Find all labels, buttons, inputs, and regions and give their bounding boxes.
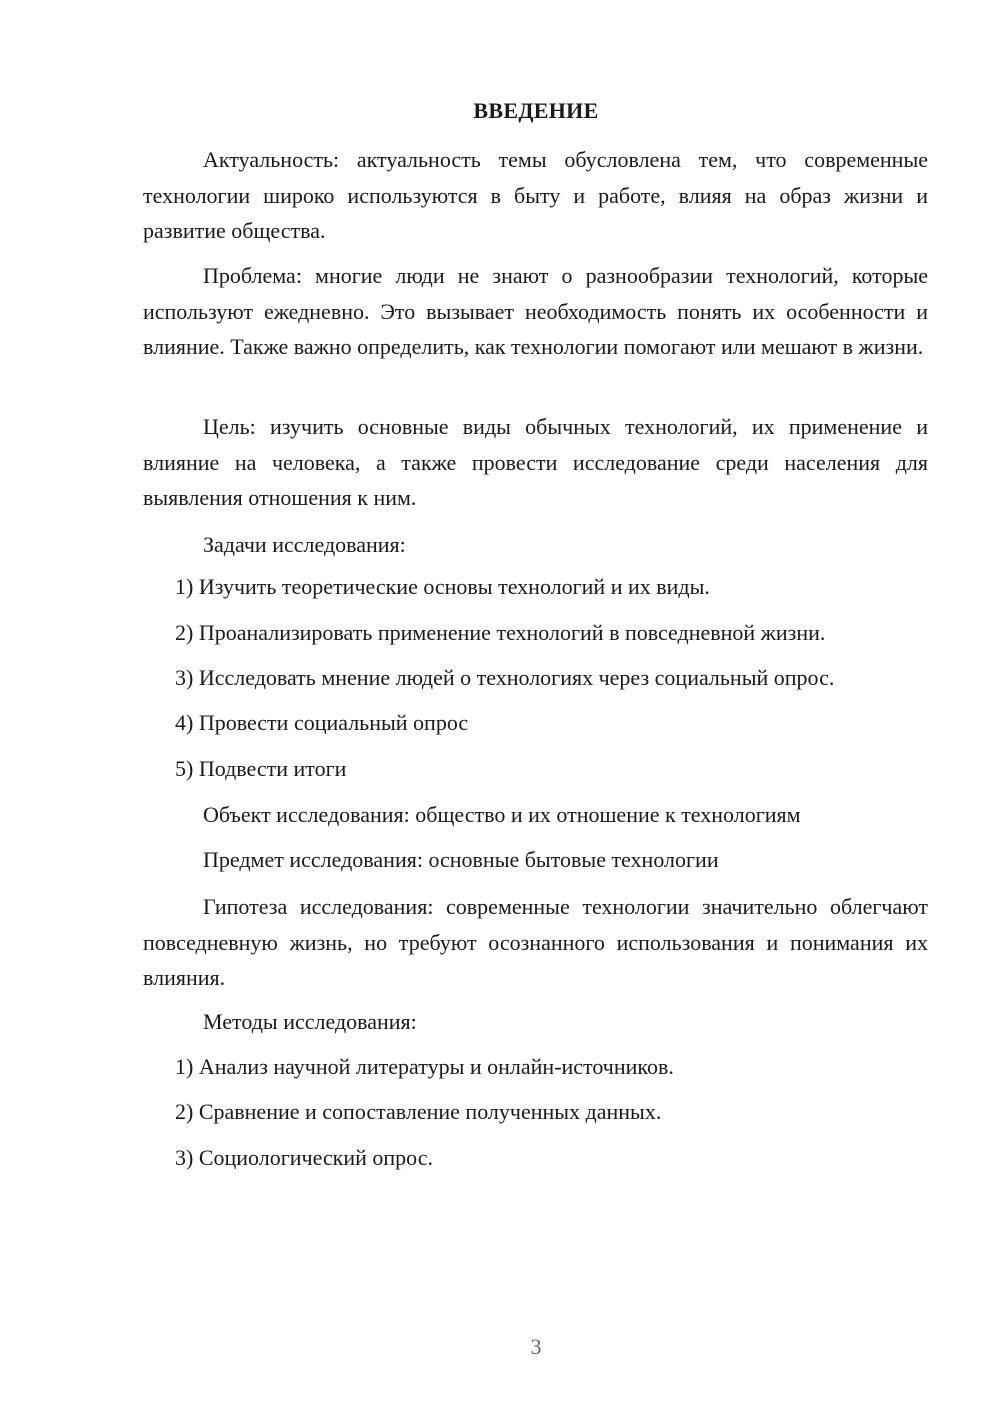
task-item-5: 5) Подвести итоги <box>175 756 347 781</box>
method-item-3: 3) Социологический опрос. <box>175 1145 433 1170</box>
object-line: Объект исследования: общество и их отношение к технологиям <box>203 802 801 827</box>
task-item-1: 1) Изучить теоретические основы технологий и их виды. <box>175 574 710 599</box>
task-item-2: 2) Проанализировать применение технологий в повседневной жизни. <box>175 620 826 645</box>
hypothesis-paragraph: Гипотеза исследования: современные технологии значительно облегчают повседневную жизнь, но требуют осознанного использования и понимания их влияния. <box>143 894 928 990</box>
goal-paragraph: Цель: изучить основные виды обычных технологий, их применение и влияние на человека, а также провести исследование среди населения для выявления отношения к ним. <box>143 414 928 510</box>
relevance-paragraph: Актуальность: актуальность темы обусловлена тем, что современные технологии широко используются в быту и работе, влияя на образ жизни и развитие общества. <box>143 147 928 243</box>
method-item-1: 1) Анализ научной литературы и онлайн-источников. <box>175 1054 674 1079</box>
page-number: 3 <box>530 1334 542 1359</box>
subject-line: Предмет исследования: основные бытовые технологии <box>203 847 719 872</box>
task-item-4: 4) Провести социальный опрос <box>175 710 469 735</box>
problem-paragraph: Проблема: многие люди не знают о разнообразии технологий, которые используют ежедневно. Это вызывает необходимость понять их особенности и влияние. Также важно определить, как технологии помогают или мешают в жизни. <box>143 263 928 359</box>
task-item-3: 3) Исследовать мнение людей о технологиях через социальный опрос. <box>175 665 835 690</box>
tasks-heading: Задачи исследования: <box>203 532 406 557</box>
methods-heading: Методы исследования: <box>203 1009 417 1034</box>
section-heading: ВВЕДЕНИЕ <box>473 98 599 123</box>
method-item-2: 2) Сравнение и сопоставление полученных данных. <box>175 1099 662 1124</box>
